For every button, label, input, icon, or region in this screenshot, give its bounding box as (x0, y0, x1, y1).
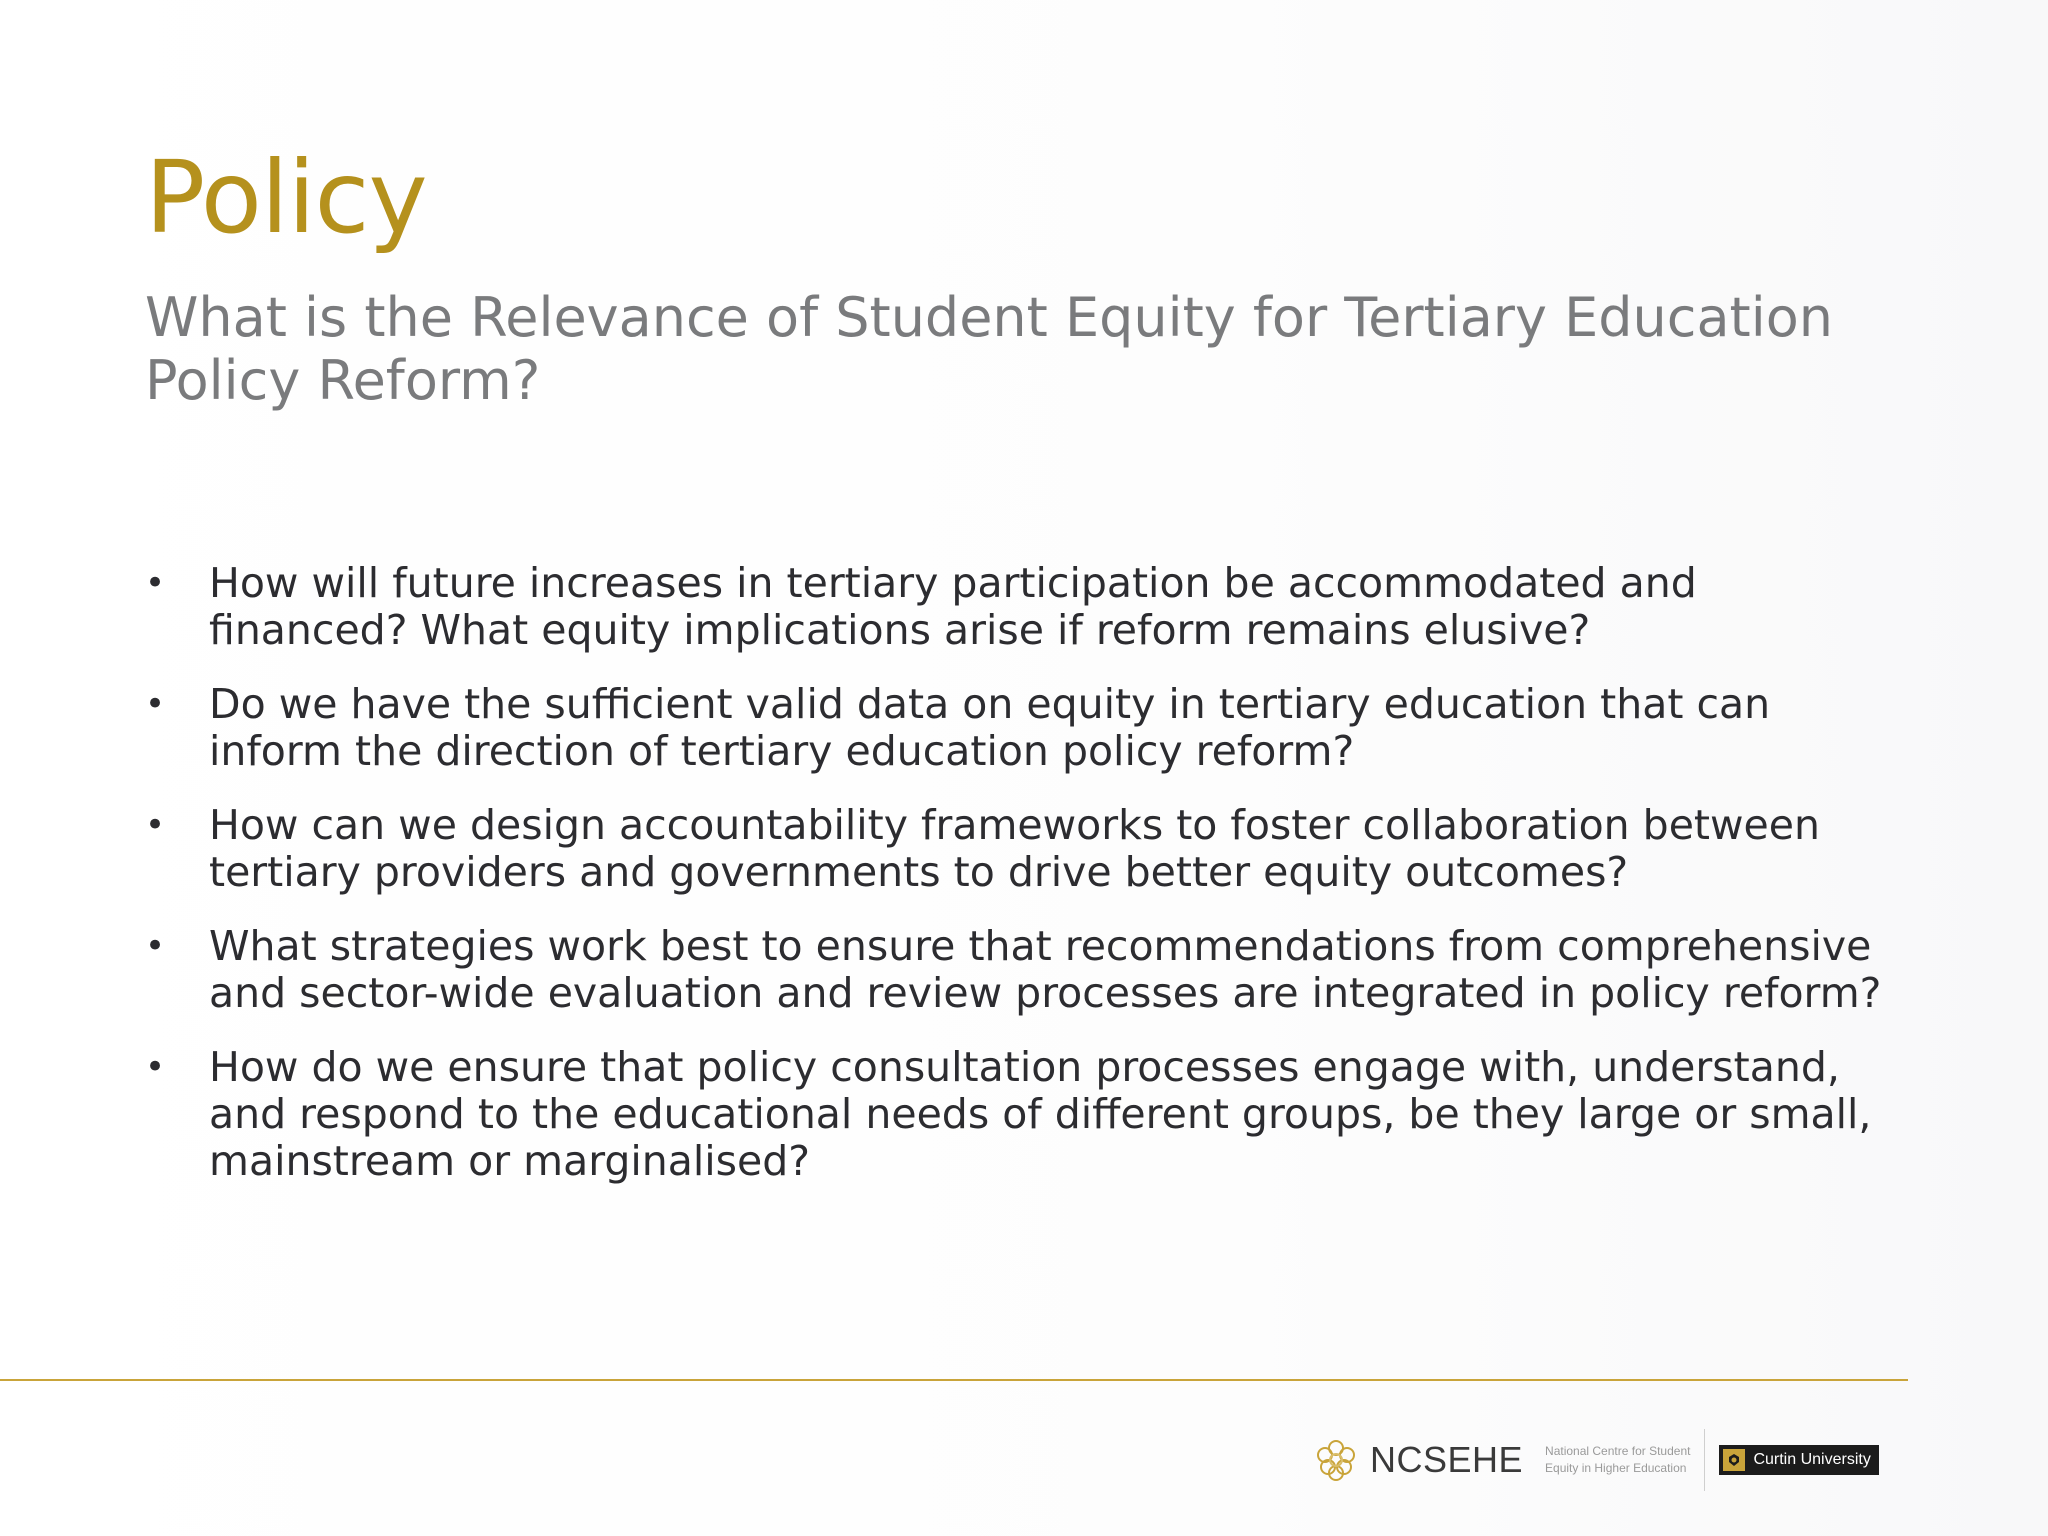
bullet-marker: • (145, 684, 166, 724)
curtin-logo (1719, 1445, 1878, 1475)
ncsehe-logo-icon (1312, 1436, 1360, 1484)
bullet-marker: • (145, 805, 166, 845)
ncsehe-description-line-1: National Centre for Student (1545, 1444, 1691, 1458)
curtin-wordmark: Curtin University (1753, 1451, 1871, 1468)
bullet-marker: • (145, 1047, 166, 1087)
bullet-item (145, 560, 1905, 654)
footer-logos (1312, 1425, 1879, 1495)
footer-divider-line (0, 1379, 1908, 1381)
bullet-list (145, 560, 1905, 1212)
bullet-marker: • (145, 563, 166, 603)
bullet-marker: • (145, 926, 166, 966)
ncsehe-description (1545, 1443, 1690, 1477)
bullet-text: How do we ensure that policy consultation processes engage with, understand, and respond to the educational needs of different groups, be they large or small, mainstream or marginalised? (209, 1043, 1872, 1185)
bullet-text: Do we have the sufficient valid data on equity in tertiary education that can inform the direction of tertiary education policy reform? (209, 680, 1771, 775)
bullet-item (145, 923, 1905, 1017)
curtin-crest-icon (1723, 1449, 1745, 1471)
slide-title: Policy (145, 139, 427, 256)
bullet-text: How can we design accountability frameworks to foster collaboration between tertiary providers and governments to drive better equity outcomes? (209, 801, 1820, 896)
ncsehe-description-line-2: Equity in Higher Education (1545, 1461, 1687, 1475)
ncsehe-wordmark: NCSEHE (1370, 1439, 1524, 1480)
bullet-text: What strategies work best to ensure that recommendations from comprehensive and sector-wide evaluation and review processes are integrated in policy reform? (209, 922, 1882, 1017)
bullet-item (145, 681, 1905, 775)
slide-subtitle: What is the Relevance of Student Equity for Tertiary Education Policy Reform? (145, 286, 1833, 412)
bullet-item (145, 1044, 1905, 1185)
bullet-text: How will future increases in tertiary participation be accommodated and financed? What equity implications arise if reform remains elusive? (209, 559, 1697, 654)
bullet-item (145, 802, 1905, 896)
logo-divider (1704, 1429, 1705, 1491)
